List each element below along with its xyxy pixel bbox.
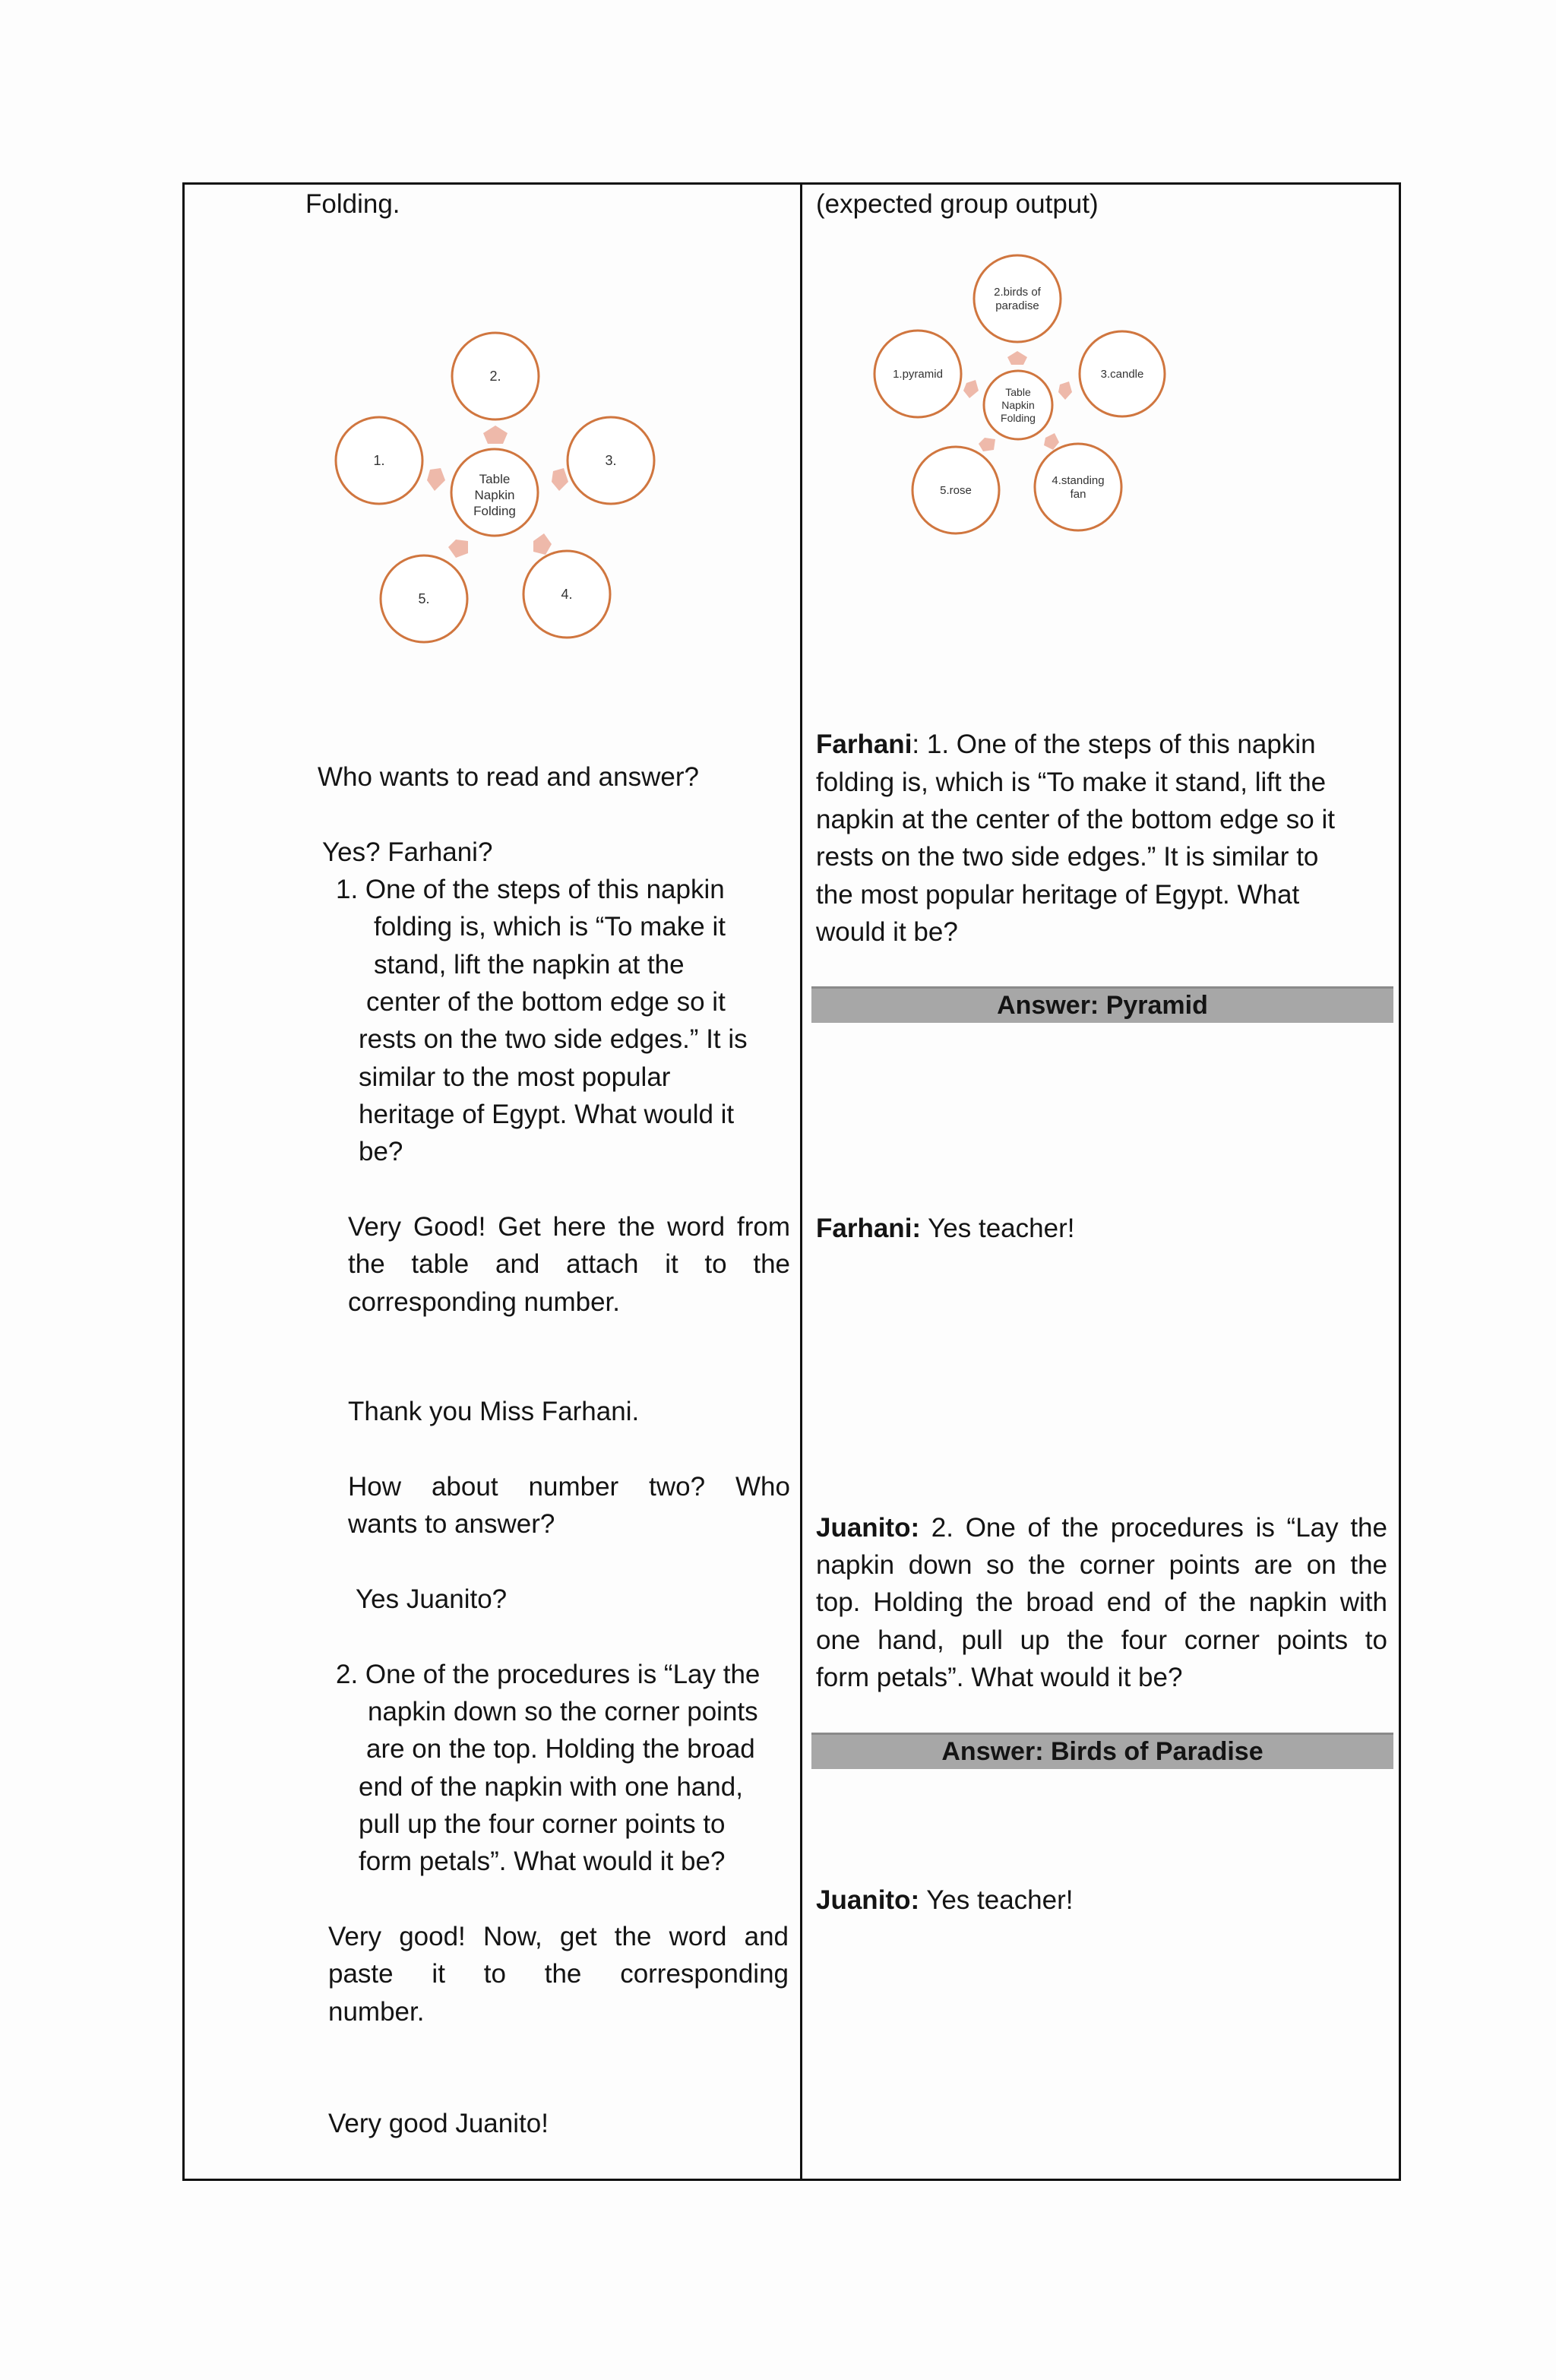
right-center-node [984, 371, 1052, 439]
juanito-reply-name: Juanito: [816, 1885, 920, 1915]
juanito-line: napkin down so the corner points are on the [816, 1550, 1387, 1580]
question-2-line: are on the top. Holding the broad [366, 1734, 755, 1764]
farhani-name: Farhani [816, 730, 912, 759]
right-node-candle [1080, 331, 1165, 416]
right-node-standing-fan [1035, 444, 1121, 530]
juanito-line: form petals”. What would it be? [816, 1663, 1183, 1692]
farhani-line: Farhani: 1. One of the steps of this napkin [816, 730, 1316, 759]
svg-text:3.: 3. [605, 453, 617, 468]
left-heading: Folding. [305, 189, 400, 219]
farhani-line: rests on the two side edges.” It is similar to [816, 842, 1319, 872]
juanito-reply: Juanito: Yes teacher! [816, 1885, 1074, 1915]
left-node-4 [523, 551, 610, 638]
farhani-line: the most popular heritage of Egypt. What [816, 880, 1300, 910]
svg-text:Table: Table [479, 472, 511, 486]
arrow-icon [979, 438, 995, 451]
right-node-pyramid [874, 331, 961, 417]
who-wants-text: Who wants to read and answer? [318, 762, 699, 792]
right-cycle-diagram [866, 243, 1185, 540]
left-node-3 [568, 417, 654, 504]
svg-text:4.: 4. [561, 587, 573, 602]
yes-juanito-text: Yes Juanito? [356, 1584, 508, 1614]
arrow-icon [427, 468, 445, 491]
juanito-line: one hand, pull up the four corner points to [816, 1625, 1387, 1655]
very-good-2-line: paste it to the corresponding [328, 1959, 789, 1989]
very-good-juanito-text: Very good Juanito! [328, 2109, 549, 2138]
svg-text:5.: 5. [418, 591, 430, 606]
farhani-reply: Farhani: Yes teacher! [816, 1214, 1075, 1243]
svg-text:Folding: Folding [1001, 412, 1036, 424]
question-1-line: be? [359, 1137, 403, 1166]
answer-birds-of-paradise-bar: Answer: Birds of Paradise [811, 1733, 1393, 1769]
very-good-1-line: Very Good! Get here the word from [348, 1212, 790, 1242]
question-2-line: napkin down so the corner points [368, 1697, 758, 1726]
left-center-node [451, 449, 538, 536]
farhani-reply-name: Farhani: [816, 1214, 922, 1243]
arrow-icon [448, 540, 468, 558]
very-good-1-line: corresponding number. [348, 1287, 620, 1317]
question-1-line: rests on the two side edges.” It is [359, 1024, 748, 1054]
arrow-icon [483, 426, 508, 444]
juanito-line: top. Holding the broad end of the napkin with [816, 1587, 1387, 1617]
how-about-line: wants to answer? [348, 1509, 555, 1539]
right-heading: (expected group output) [816, 189, 1099, 219]
svg-text:3.candle: 3.candle [1100, 368, 1144, 381]
left-node-2 [452, 333, 539, 419]
very-good-1-line: the table and attach it to the [348, 1249, 790, 1279]
question-1-line: center of the bottom edge so it [366, 987, 726, 1017]
very-good-2-line: number. [328, 1997, 425, 2027]
thank-you-text: Thank you Miss Farhani. [348, 1397, 640, 1426]
svg-text:2.birds of: 2.birds of [994, 286, 1041, 299]
left-cycle-diagram [319, 319, 669, 654]
question-2-line: form petals”. What would it be? [359, 1847, 726, 1876]
svg-text:1.pyramid: 1.pyramid [893, 368, 943, 381]
arrow-icon [1007, 351, 1027, 365]
svg-text:paradise: paradise [995, 299, 1039, 312]
svg-text:Folding: Folding [473, 504, 516, 518]
svg-text:Table: Table [1005, 386, 1031, 398]
right-node-rose [912, 447, 999, 533]
question-1-line: stand, lift the napkin at the [374, 950, 685, 980]
svg-text:5.rose: 5.rose [940, 484, 972, 497]
arrow-icon [533, 533, 552, 555]
question-2-line: pull up the four corner points to [359, 1809, 726, 1839]
svg-text:Napkin: Napkin [1001, 399, 1035, 411]
question-1-line: heritage of Egypt. What would it [359, 1100, 735, 1129]
farhani-line: folding is, which is “To make it stand, lift the [816, 767, 1327, 797]
svg-text:4.standing: 4.standing [1052, 474, 1105, 487]
arrow-icon [1044, 433, 1059, 450]
question-2-line: 2. One of the procedures is “Lay the [336, 1660, 761, 1689]
arrow-icon [552, 468, 568, 491]
svg-text:2.: 2. [489, 369, 501, 384]
question-1-line: folding is, which is “To make it [374, 912, 726, 942]
left-node-5 [381, 555, 467, 642]
column-divider [800, 182, 802, 2181]
arrow-icon [963, 380, 979, 398]
question-1-line: 1. One of the steps of this napkin [336, 875, 725, 904]
arrow-icon [1058, 381, 1072, 400]
right-node-birds-of-paradise [974, 255, 1061, 342]
svg-text:Napkin: Napkin [474, 488, 515, 502]
juanito-line: Juanito: 2. One of the procedures is “Lay the [816, 1513, 1387, 1543]
answer-pyramid-bar: Answer: Pyramid [811, 986, 1393, 1023]
svg-text:1.: 1. [373, 453, 385, 468]
left-node-1 [336, 417, 422, 504]
question-2-line: end of the napkin with one hand, [359, 1772, 743, 1802]
very-good-2-line: Very good! Now, get the word and [328, 1922, 789, 1951]
juanito-name: Juanito: [816, 1513, 920, 1543]
svg-text:fan: fan [1070, 488, 1086, 501]
farhani-line: napkin at the center of the bottom edge so it [816, 805, 1335, 834]
yes-farhani-text: Yes? Farhani? [322, 837, 493, 867]
farhani-line: would it be? [816, 917, 958, 947]
how-about-line: How about number two? Who [348, 1472, 790, 1502]
question-1-line: similar to the most popular [359, 1062, 671, 1092]
